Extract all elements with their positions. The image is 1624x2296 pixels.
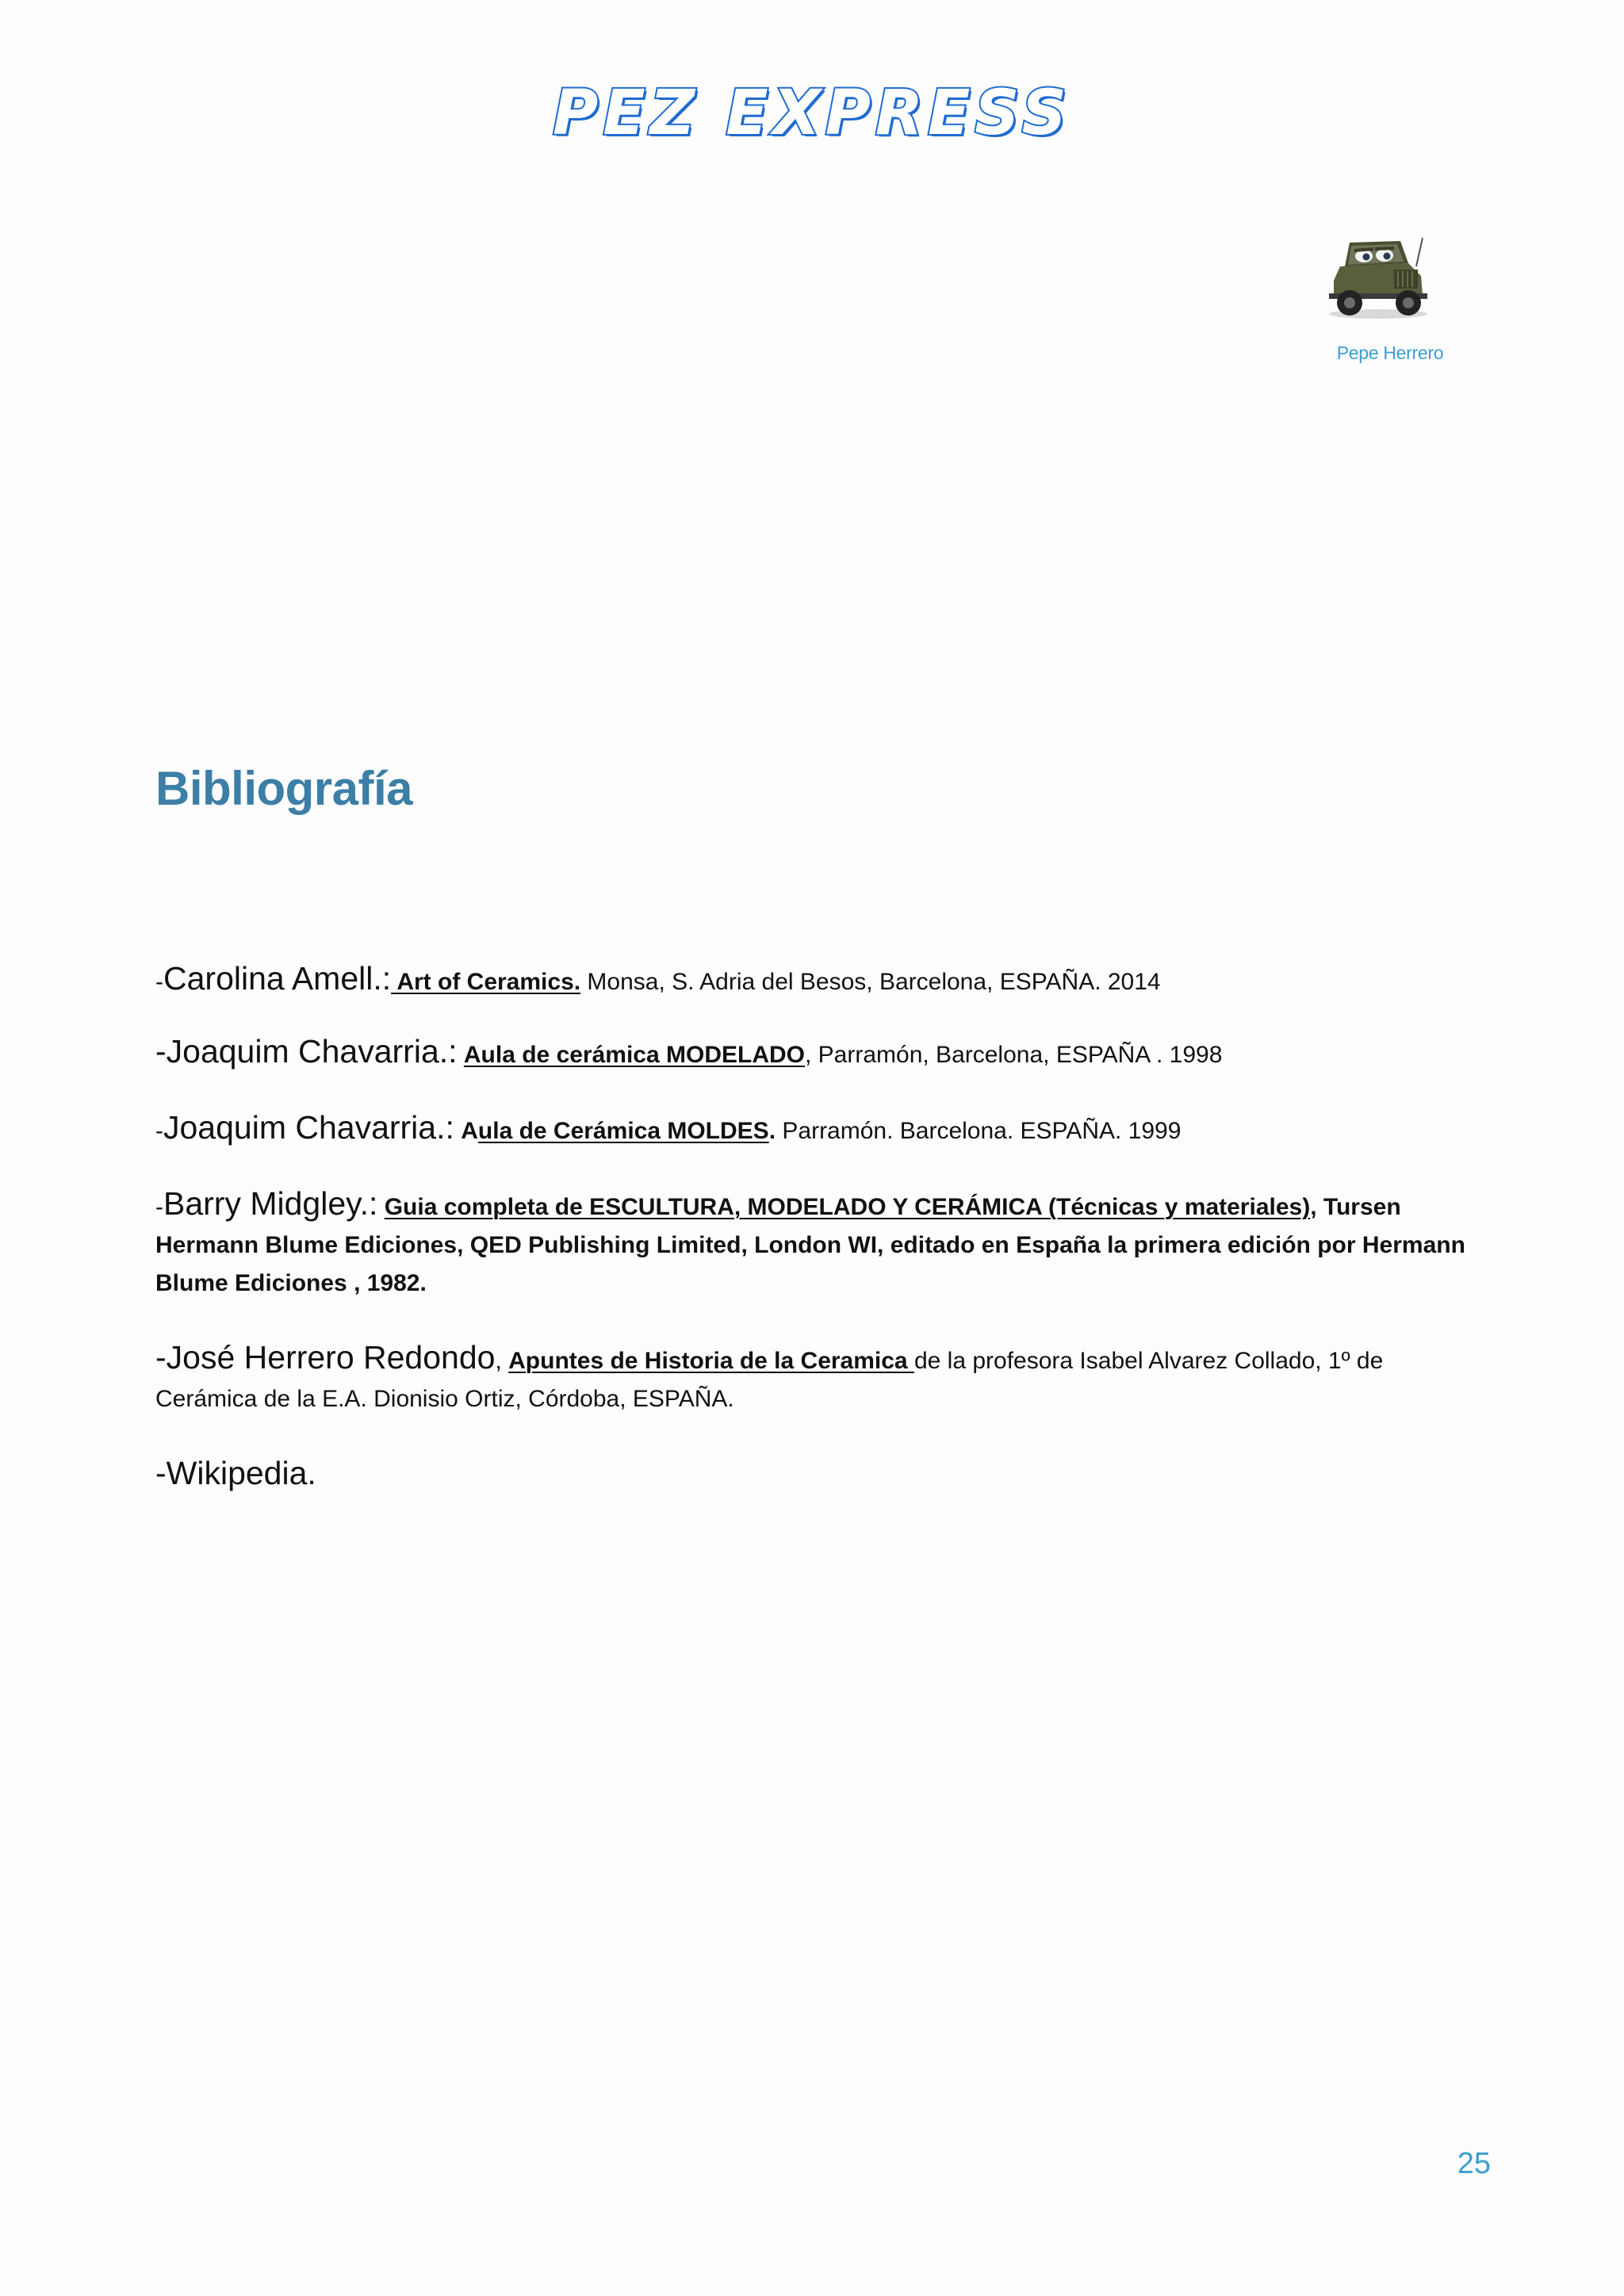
bibliography-entry [155,1108,1472,1150]
entry-author: -Joaquim Chavarria.: [155,1033,458,1070]
entry-dash: - [155,969,163,995]
entry-punctuation: , [495,1348,509,1374]
entry-spacer [458,1042,464,1068]
entry-title: Aula de cerámica MODELADO [463,1042,805,1068]
bibliography-entry [155,1454,1472,1496]
entry-dash: - [155,1339,167,1376]
bibliography-entry [155,959,1472,1001]
bibliography-entry [155,1184,1472,1303]
entry-title: Guia completa de ESCULTURA, MODELADO Y CERÁMICA (Técnicas y materiales) [384,1194,1311,1220]
entry-spacer [377,1194,384,1220]
bibliography-entry [155,1032,1472,1074]
entry-details: , Parramón, Barcelona, ESPAÑA . 1998 [805,1042,1223,1068]
entry-title-initial: A [461,1118,478,1144]
entry-title: ula de Cerámica MOLDES [477,1118,769,1144]
image-caption: Pepe Herrero [1336,342,1444,363]
bibliography-entry [155,1338,1472,1418]
jeep-car-icon [1323,235,1431,322]
page-number: 25 [1457,2147,1491,2180]
entry-details: , Tursen Hermann Blume Ediciones, QED Publishing Limited, London WI, editado en España la primera edición por Hermann Blume Ediciones , 1982. [155,1194,1465,1296]
entry-author: -Wikipedia. [155,1455,316,1491]
entry-details: Parramón. Barcelona. ESPAÑA. 1999 [776,1118,1182,1144]
entry-details: Monsa, S. Adria del Besos, Barcelona, ESPAÑA. 2014 [580,969,1161,995]
entry-author: Joaquim Chavarria.: [163,1109,454,1146]
entry-punctuation: . [768,1118,776,1144]
entry-dash: - [155,1194,163,1220]
entry-author: Barry Midgley.: [163,1185,378,1222]
entry-details: de la profesora Isabel Alvarez Collado, 1º de Cerámica de la E.A. Dionisio Ortiz, Córdoba, ESPAÑA. [155,1348,1384,1412]
entry-author: Carolina Amell.: [163,960,392,997]
entry-author: José Herrero Redondo [166,1339,496,1376]
entry-title: Apuntes de Historia de la Ceramica [508,1348,914,1374]
entry-spacer [454,1118,461,1144]
section-heading: Bibliografía [155,762,413,815]
entry-title: Art of Ceramics. [391,969,581,995]
page-title: PEZ EXPRESS [553,78,1071,149]
entry-dash: - [155,1118,163,1144]
